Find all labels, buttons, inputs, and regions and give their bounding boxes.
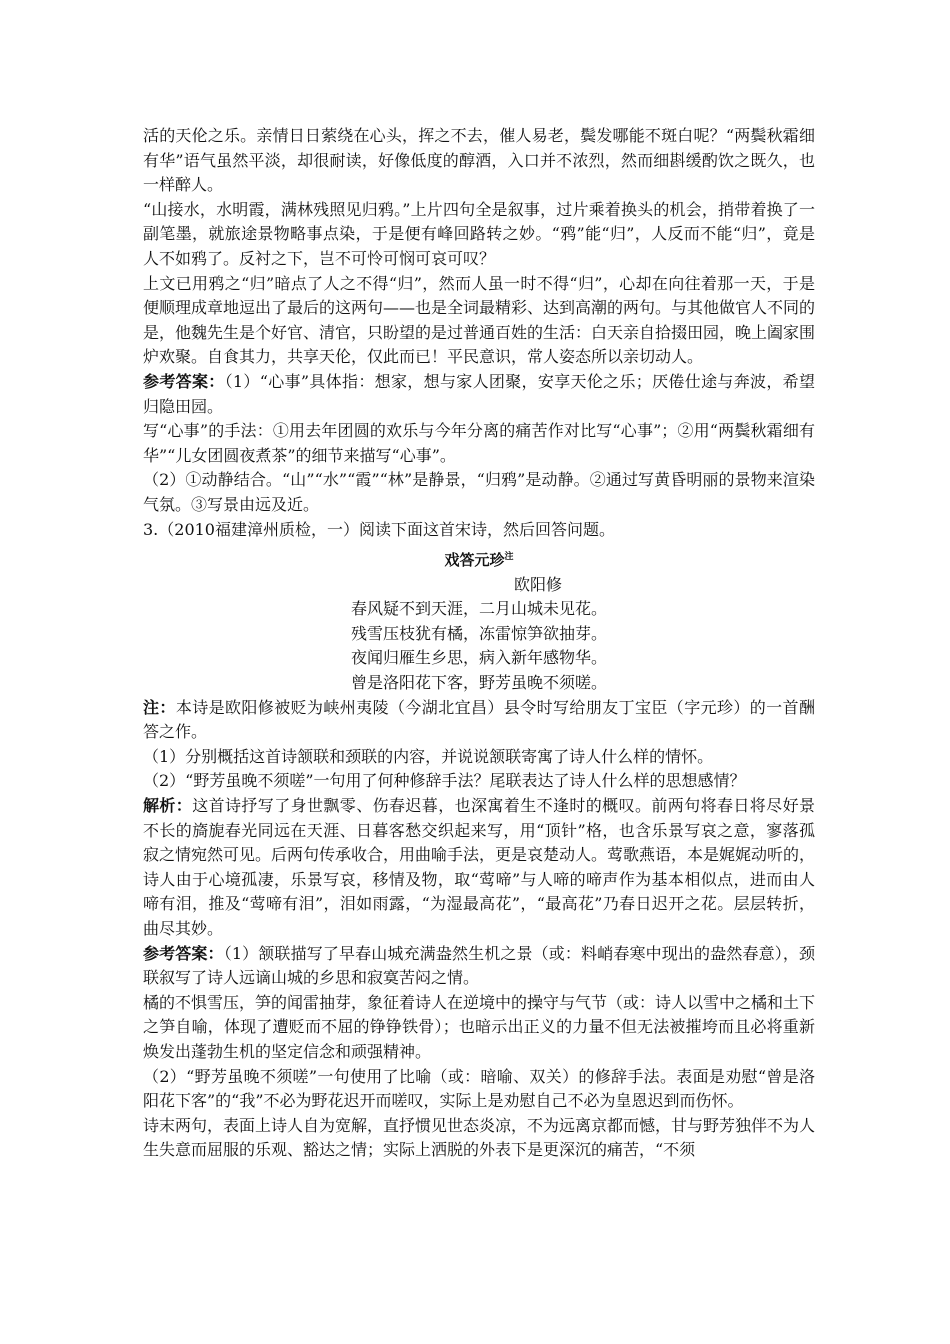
poem-line: 春风疑不到天涯，二月山城未见花。 <box>350 599 607 619</box>
paragraph: 上文已用鸦之“归”暗点了人之不得“归”，然而人虽一时不得“归”，心却在向往着那一天，于是便顺理成章地逗出了最后的这两句——也是全词最精彩、达到高潮的两句。与其他做官人不同的是，他魏先生是个好官、清官，只盼望的是过普通百姓的生活：白天亲自拾掇田园，晚上阖家围炉欢聚。自食其力，共享天伦，仅此而已！平民意识，常人姿态所以亲切动人。 <box>143 273 816 367</box>
answer-label: 参考答案： <box>143 371 225 391</box>
answer-text: （1）“心事”具体指：想家，想与家人团聚，安享天伦之乐；厌倦仕途与奔波，希望归隐田园。 <box>143 371 815 416</box>
paragraph: 诗末两句，表面上诗人自为宽解，直抒惯见世态炎凉，不为远离京都而憾，甘与野芳独伴不为人生失意而屈服的乐观、豁达之情；实际上洒脱的外表下是更深沉的痛苦，“不须 <box>143 1115 816 1160</box>
paragraph: （2）①动静结合。“山”“水”“霞”“林”是静景，“归鸦”是动静。②通过写黄昏明丽的景物来渲染气氛。③写景由远及近。 <box>143 470 815 514</box>
poem-title <box>143 545 815 573</box>
paragraph: 写“心事”的手法：①用去年团圆的欢乐与今年分离的痛苦作对比写“心事”；②用“两鬓秋霜细有华”“儿女团圆夜煮茶”的细节来描写“心事”。 <box>143 421 815 465</box>
question-intro: 3.（2010福建漳州质检，一）阅读下面这首宋诗，然后回答问题。 <box>143 519 615 539</box>
note-text: 本诗是欧阳修被贬为峡州夷陵（今湖北宜昌）县令时写给朋友丁宝臣（字元珍）的一首酬答之作。 <box>143 697 815 742</box>
poem-line: 残雪压枝犹有橘，冻雷惊笋欲抽芽。 <box>350 623 607 643</box>
answer-text: （1）颔联描写了早春山城充满盎然生机之景（或：料峭春寒中现出的盎然春意），颈联叙写了诗人远谪山城的乡思和寂寞苦闷之情。 <box>143 943 815 988</box>
analysis-text: 这首诗抒写了身世飘零、伤春迟暮，也深寓着生不逢时的概叹。前两句将春日将尽好景不长的旖旎春光同远在天涯、日暮客愁交织起来写，用“顶针”格，也含乐景写哀之意，寥落孤寂之情宛然可见。后两句传承收合，用曲喻手法，更是哀楚动人。莺歌燕语，本是娓娓动听的，诗人由于心境孤凄，乐景写哀，移情及物，取“莺啼”与人啼的啼声作为基本相似点，进而由人啼有泪，推及“莺啼有泪”，泪如雨露，“为湿最高花”，“最高花”乃春日迟开之花。层层转折，曲尽其妙。 <box>143 796 816 938</box>
note-label: 注： <box>143 697 176 717</box>
paragraph: 活的天伦之乐。亲情日日萦绕在心头，挥之不去，催人易老，鬓发哪能不斑白呢？“两鬓秋霜细有华”语气虽然平淡，却很耐读，好像低度的醇酒，入口并不浓烈，然而细斟缓酌饮之既久，也一样醉人。 <box>143 126 815 195</box>
poem-line: 曾是洛阳花下客，野芳虽晚不须嗟。 <box>350 673 607 693</box>
document-page <box>143 124 815 1163</box>
paragraph: 橘的不惧雪压，笋的闻雷抽芽，象征着诗人在逆境中的操守与气节（或：诗人以雪中之橘和土下之笋自喻，体现了遭贬而不屈的铮铮铁骨）；也暗示出正义的力量不但无法被摧垮而且必将重新焕发出蓬勃生机的坚定信念和顽强精神。 <box>143 992 816 1061</box>
paragraph: （2）“野芳虽晚不须嗟”一句使用了比喻（或：暗喻、双关）的修辞手法。表面是劝慰“曾是洛阳花下客”的“我”不必为野花迟开而嗟叹，实际上是劝慰自己不必为皇恩迟到而伤怀。 <box>143 1066 815 1111</box>
analysis-label: 解析： <box>143 796 193 816</box>
question-item: （1）分别概括这首诗颔联和颈联的内容，并说说颔联寄寓了诗人什么样的情怀。 <box>143 746 714 766</box>
analysis-paragraph <box>143 794 815 942</box>
answer-paragraph <box>143 942 815 991</box>
note-paragraph <box>143 696 815 745</box>
poem-title-note-marker: 注 <box>504 552 514 563</box>
paragraph: “山接水，水明霞，满林残照见归鸦。”上片四句全是叙事，过片乘着换头的机会，捎带着换了一副笔墨，就旅途景物略事点染，于是便有峰回路转之妙。“鸦”能“归”，人反而不能“归”，竟是人不如鸦了。反衬之下，岂不可怜可悯可哀可叹？ <box>143 199 815 268</box>
poem-author: 欧阳修 <box>513 574 562 594</box>
poem-title-text: 戏答元珍 <box>444 551 505 570</box>
answer-label: 参考答案： <box>143 943 224 963</box>
answer-paragraph <box>143 370 815 419</box>
question-item: （2）“野芳虽晚不须嗟”一句用了何种修辞手法？尾联表达了诗人什么样的思想感情？ <box>143 771 746 791</box>
poem-line: 夜闻归雁生乡思，病入新年感物华。 <box>350 648 607 668</box>
